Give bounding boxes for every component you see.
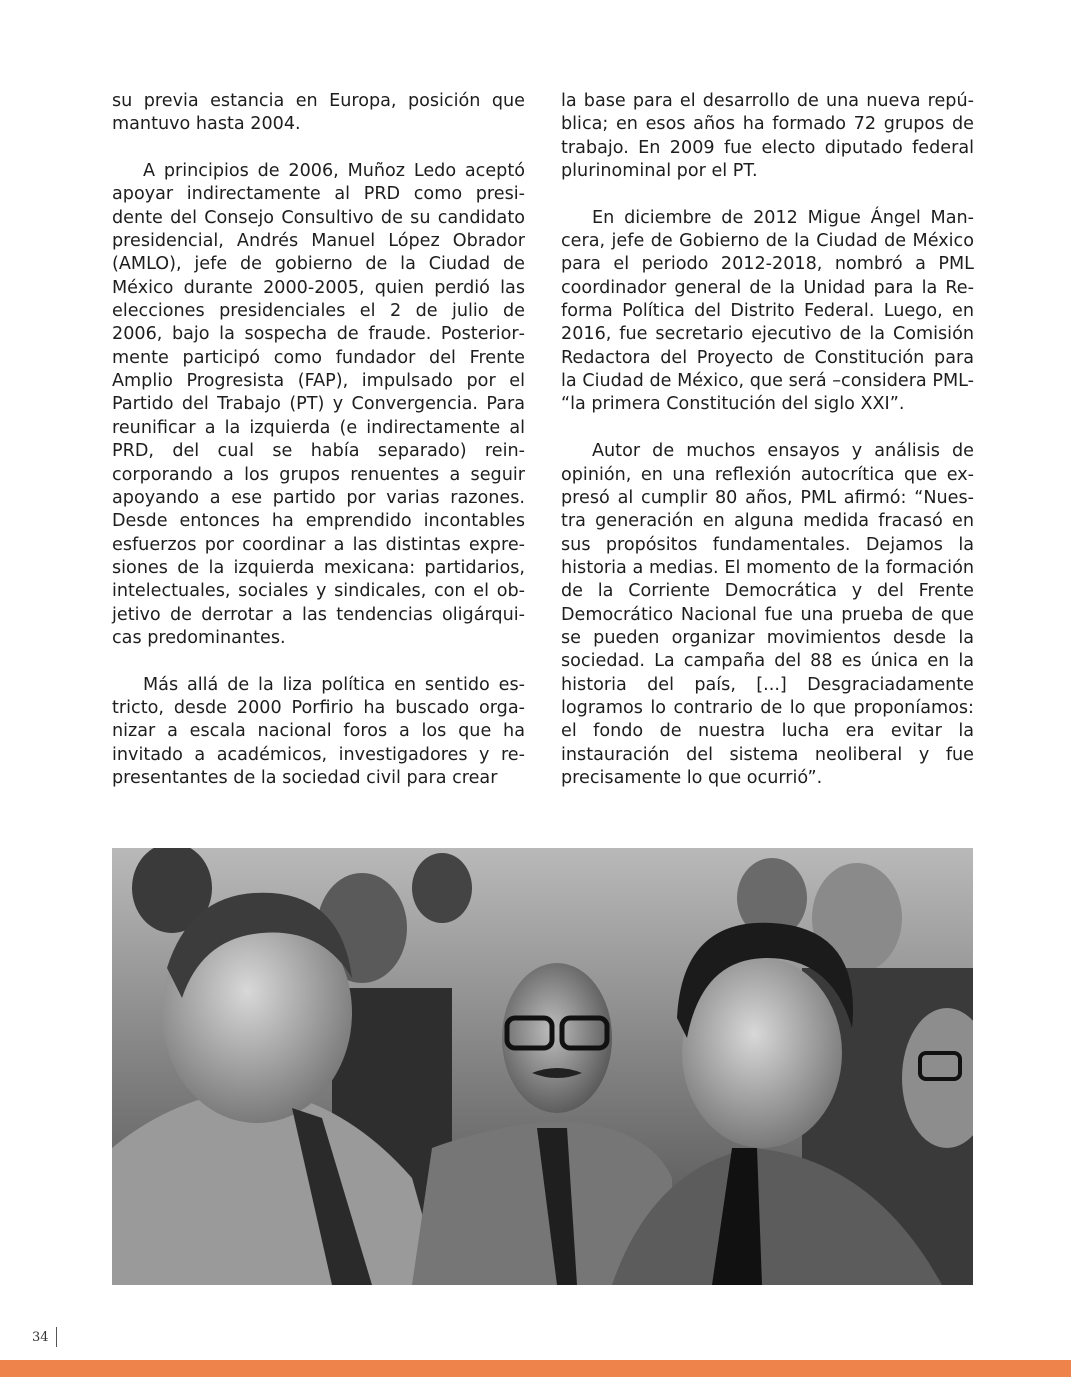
paragraph: Más allá de la liza política en sentido estricto, desde 2000 Porfirio ha buscado organizar a escala nacional foros a los que ha invitado a académicos, investigadores y representantes de la sociedad civil para crear — [112, 674, 525, 788]
photo-illustration — [112, 848, 973, 1285]
paragraph: Autor de muchos ensayos y análisis de opinión, en una reflexión autocrítica que expresó al cumplir 80 años, PML afirmó: “Nuestra generación en alguna medida fracasó en sus propósitos fundamentales. Dejamos la historia a medias. El momento de la formación de la Corriente Democrática y del Frente Democrático Nacional fue una prueba de que se pueden organizar movimientos desde la sociedad. La campaña del 88 es única en la historia del país, [...] Desgraciadamente logramos lo contrario de lo que proponíamos: el fondo de nuestra lucha era evitar la instauración del sistema neoliberal y fue precisamente lo que ocurrió”. — [561, 441, 974, 788]
text-column-left — [112, 90, 525, 814]
paragraph: su previa estancia en Europa, posición que mantuvo hasta 2004. — [112, 91, 525, 135]
page-number: 34 — [32, 1330, 49, 1345]
paragraph: la base para el desarrollo de una nueva república; en esos años ha formado 72 grupos de trabajo. En 2009 fue electo diputado federal plurinominal por el PT. — [561, 91, 974, 182]
paragraph: A principios de 2006, Muñoz Ledo aceptó apoyar indirectamente al PRD como presidente del Consejo Consultivo de su candidato presidencial, Andrés Manuel López Obrador (AMLO), jefe de gobierno de la Ciudad de México durante 2000-2005, quien perdió las elecciones presidenciales el 2 de julio de 2006, bajo la sospecha de fraude. Posteriormente participó como fundador del Frente Amplio Progresista (FAP), impulsado por el Partido del Trabajo (PT) y Convergencia. Para reunificar a la izquierda (e indirectamente al PRD, del cual se había separado) reincorporando a los grupos renuentes a seguir apoyando a ese partido por varias razones. Desde entonces ha emprendido incontables esfuerzos por coordinar a las distintas expresiones de la izquierda mexicana: partidarios, intelectuales, sociales y sindicales, con el objetivo de derrotar a las tendencias oligárquicas predominantes. — [112, 161, 525, 648]
historical-group-photo — [112, 848, 973, 1285]
text-column-right — [561, 90, 974, 814]
page-number-divider — [56, 1327, 57, 1347]
paragraph: En diciembre de 2012 Migue Ángel Mancera, jefe de Gobierno de la Ciudad de México para el periodo 2012-2018, nombró a PML coordinador general de la Unidad para la Reforma Política del Distrito Federal. Luego, en 2016, fue secretario ejecutivo de la Comisión Redactora del Proyecto de Constitución para la Ciudad de México, que será –considera PML- “la primera Constitución del siglo XXI”. — [561, 207, 974, 415]
footer-accent-bar — [0, 1360, 1071, 1377]
